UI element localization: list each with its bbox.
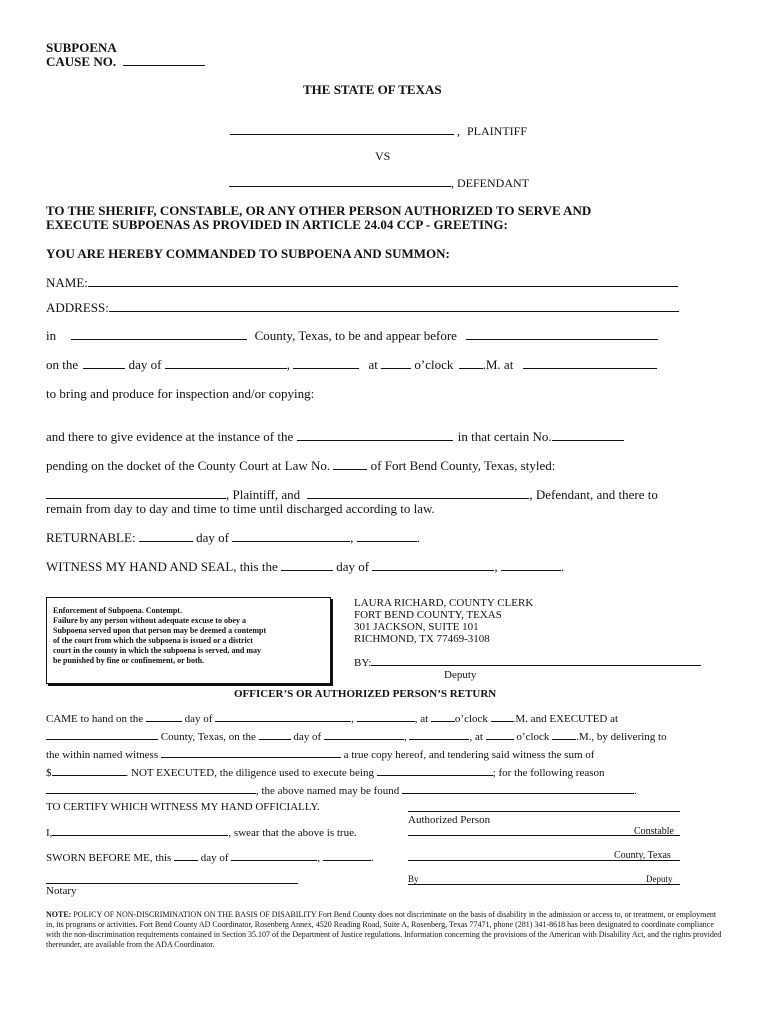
witness-seal-row: WITNESS MY HAND AND SEAL, this the day of , . [46, 559, 565, 574]
sworn-before-row: SWORN BEFORE ME, this day of , . [46, 852, 374, 864]
by-label: By [408, 874, 419, 884]
name-row [46, 275, 678, 291]
authorized-person-label: Authorized Person [408, 814, 491, 826]
county-text: County, Texas, to be and appear before [254, 328, 457, 343]
bring-produce-text: to bring and produce for inspection and/or copying: [46, 386, 315, 401]
cause-number-field[interactable] [123, 54, 205, 66]
came-hour-field[interactable] [431, 712, 455, 722]
executed-county-row: County, Texas, on the day of , , at o’clock .M., by delivering to [46, 730, 667, 743]
notary-label: Notary [46, 885, 77, 897]
appear-location-field[interactable] [523, 357, 657, 369]
enforcement-line: Enforcement of Subpoena. Contempt. [53, 606, 182, 615]
diligence-field[interactable] [377, 766, 493, 776]
enforcement-line: Subpoena served upon that person may be deemed a contempt [53, 626, 267, 635]
plaintiff-field[interactable] [230, 123, 454, 135]
sum-field[interactable] [52, 766, 126, 776]
executed-at-label: at [474, 731, 483, 743]
appear-ampm-field[interactable] [459, 357, 483, 369]
i-label: I, [46, 827, 53, 839]
oclock-label: o’clock [414, 357, 454, 372]
found-location-field[interactable] [402, 784, 634, 794]
address-row [46, 300, 679, 316]
witness-day-of-label: day of [336, 559, 370, 574]
witness-name-field[interactable] [161, 748, 341, 758]
sworn-year-field[interactable] [323, 851, 371, 861]
executed-month-field[interactable] [324, 730, 404, 740]
enforcement-line: of the court from which the subpoena is issued or a district [53, 636, 253, 645]
plaintiff-line: , PLAINTIFF [230, 123, 527, 139]
appear-hour-field[interactable] [381, 357, 411, 369]
constable-label: Constable [634, 826, 674, 837]
clerk-city: RICHMOND, TX 77469-3108 [354, 633, 490, 645]
fort-bend-styled-text: of Fort Bend County, Texas, styled: [370, 458, 556, 473]
within-witness-label: the within named witness [46, 749, 159, 761]
style-defendant-field[interactable] [307, 487, 529, 499]
appear-year-field[interactable] [293, 357, 359, 369]
enforcement-line: Failure by any person without adequate excuse to obey a [53, 616, 246, 625]
returnable-year-field[interactable] [357, 530, 417, 542]
returnable-row: RETURNABLE: day of , . [46, 530, 420, 545]
appear-before-field[interactable] [466, 328, 658, 340]
sworn-month-field[interactable] [231, 851, 317, 861]
following-reason-label: ; for the following reason [492, 767, 605, 779]
county-on-the-label: County, Texas, on the [160, 731, 256, 743]
clerk-street: 301 JACKSON, SUITE 101 [354, 621, 479, 633]
clerk-name: LAURA RICHARD, COUNTY CLERK [354, 597, 534, 609]
plaintiff-label: PLAINTIFF [467, 124, 528, 138]
came-day-of-label: day of [184, 713, 213, 725]
defendant-line: , DEFENDANT [229, 175, 529, 191]
swear-row [46, 826, 357, 839]
name-field[interactable] [88, 275, 678, 287]
address-line-1: TO THE SHERIFF, CONSTABLE, OR ANY OTHER PERSON AUTHORIZED TO SERVE AND [46, 203, 592, 218]
not-executed-text: . NOT EXECUTED, the diligence used to execute being [125, 767, 374, 779]
within-witness-row [46, 748, 594, 761]
returnable-day-field[interactable] [139, 530, 193, 542]
came-year-field[interactable] [357, 712, 415, 722]
executed-county-field[interactable] [46, 730, 158, 740]
came-to-hand-row: CAME to hand on the day of , , at o’clock .M. and EXECUTED at [46, 713, 619, 725]
executed-year-field[interactable] [409, 730, 469, 740]
county-texas-label: County, Texas [614, 850, 671, 861]
returnable-day-of-label: day of [196, 530, 229, 545]
clerk-by-row [354, 656, 701, 669]
authorized-signature-line[interactable] [408, 811, 680, 812]
executed-ampm-field[interactable] [552, 730, 576, 740]
witness-day-field[interactable] [281, 559, 333, 571]
came-ampm-field[interactable] [491, 712, 513, 722]
clerk-deputy-label: Deputy [444, 669, 477, 681]
pending-text: pending on the docket of the County Court at Law No. [46, 458, 331, 473]
remain-text: remain from day to day and time to time until discharged according to law. [46, 501, 435, 516]
style-plaintiff-field[interactable] [46, 487, 226, 499]
executed-day-field[interactable] [259, 730, 291, 740]
notary-signature-line[interactable] [46, 883, 298, 884]
note-text: POLICY OF NON-DISCRIMINATION ON THE BASIS OF DISABILITY Fort Bend County does not discriminate on the basis of disability in the admission or access to, or treatment, or employment in, its programs or activities. Fort Bend County AD Coordinator, Rosenberg Annex, 4520 Reading Road, Suite A, Rosenberg, Texas 77471, phone (281) 341-8618 has been designated to coordinate compliance with the non-discrimination requirements contained in Section 35.107 of the Department of Justice regulations. Information concerning the provisions of the American with Disability Act, and the rights provided thereunder, are available from the ADA Coordinator. [46, 910, 722, 949]
certify-text: TO CERTIFY WHICH WITNESS MY HAND OFFICIALLY. [46, 801, 320, 813]
note-label: NOTE: [46, 910, 72, 919]
instance-of-field[interactable] [297, 429, 453, 441]
came-month-field[interactable] [215, 712, 351, 722]
address-label: ADDRESS: [46, 300, 109, 315]
defendant-field[interactable] [229, 175, 451, 187]
defendant-there-label: , Defendant, and there to [529, 487, 658, 502]
witness-year-field[interactable] [501, 559, 561, 571]
cause-number [46, 54, 205, 70]
return-title: OFFICER’S OR AUTHORIZED PERSON’S RETURN [234, 688, 497, 700]
evidence-text: and there to give evidence at the instance of the [46, 429, 294, 444]
sworn-day-of-label: day of [200, 852, 229, 864]
disability-notice [46, 910, 726, 950]
sworn-day-field[interactable] [174, 851, 198, 861]
came-day-field[interactable] [146, 712, 182, 722]
versus-label: VS [375, 149, 391, 163]
clerk-by-label: BY: [354, 657, 372, 669]
day-of-label: day of [128, 357, 162, 372]
deputy-signature-line[interactable] [408, 884, 680, 885]
clerk-signature-field[interactable] [371, 656, 701, 666]
appear-day-field[interactable] [83, 357, 125, 369]
witness-seal-text: WITNESS MY HAND AND SEAL, this the [46, 559, 278, 574]
state-title: THE STATE OF TEXAS [303, 82, 442, 97]
may-be-found-label: , the above named may be found [256, 785, 400, 797]
executed-oclock-label: o’clock [516, 731, 550, 743]
name-label: NAME: [46, 275, 88, 290]
at-label: at [368, 357, 378, 372]
county-field[interactable] [71, 328, 247, 340]
enforcement-line: court in the county in which the subpoena is served, and may [53, 646, 262, 655]
appear-month-field[interactable] [165, 357, 287, 369]
returnable-month-field[interactable] [232, 530, 350, 542]
sum-row [46, 766, 605, 779]
enforcement-line: be punished by fine or confinement, or both. [53, 656, 205, 665]
m-by-delivering-label: .M., by delivering to [576, 731, 667, 743]
address-field[interactable] [109, 300, 679, 312]
court-number-field[interactable] [333, 458, 367, 470]
dollar-sign: $ [46, 767, 52, 779]
defendant-label: DEFENDANT [457, 176, 529, 190]
command-heading: YOU ARE HEREBY COMMANDED TO SUBPOENA AND SUMMON: [46, 246, 450, 261]
in-certain-label: in that certain No. [457, 429, 552, 444]
executed-day-of-label: day of [293, 731, 322, 743]
executed-hour-field[interactable] [486, 730, 514, 740]
plaintiff-and-label: , Plaintiff, and [226, 487, 301, 502]
deputy-label: Deputy [646, 874, 673, 884]
came-to-hand-label: CAME to hand on the [46, 713, 144, 725]
returnable-label: RETURNABLE: [46, 530, 136, 545]
enforcement-notice-box [46, 597, 331, 684]
document-title: SUBPOENA [46, 40, 117, 55]
came-oclock-label: o’clock [454, 713, 488, 725]
clerk-county: FORT BEND COUNTY, TEXAS [354, 609, 502, 621]
in-label: in [46, 328, 57, 343]
m-at-label: .M. at [482, 357, 514, 372]
cause-label: CAUSE NO. [46, 54, 117, 69]
appearance-time-row: on the day of , at o’clock .M. at [46, 357, 657, 373]
witness-month-field[interactable] [372, 559, 494, 571]
evidence-row [46, 429, 624, 445]
pending-row [46, 458, 555, 474]
m-and-executed-label: .M. and EXECUTED at [512, 713, 619, 725]
case-number-field[interactable] [552, 429, 624, 441]
reason-field[interactable] [46, 784, 256, 794]
address-line-2: EXECUTE SUBPOENAS AS PROVIDED IN ARTICLE 24.04 CCP - GREETING: [46, 217, 508, 232]
county-row [46, 328, 658, 344]
came-at-label: at [420, 713, 429, 725]
swear-name-field[interactable] [52, 826, 228, 836]
true-copy-text: a true copy hereof, and tendering said witness the sum of [343, 749, 595, 761]
may-be-found-row: , the above named may be found . [46, 784, 637, 797]
sworn-before-label: SWORN BEFORE ME, this [46, 852, 172, 864]
on-the-label: on the [46, 357, 79, 372]
swear-text: , swear that the above is true. [228, 827, 357, 839]
